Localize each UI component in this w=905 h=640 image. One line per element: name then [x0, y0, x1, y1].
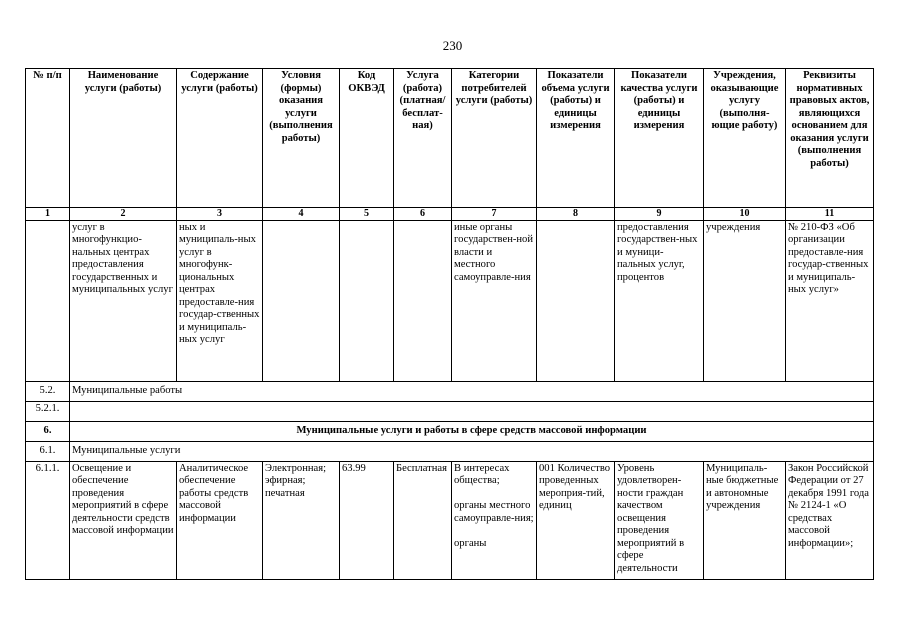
header-quality-indicators: Показатели качества услуги (работы) и единицы измерения	[615, 69, 704, 208]
row-title: Муниципальные работы	[70, 381, 874, 401]
column-number: 7	[452, 208, 537, 221]
cell-legal-acts: № 210-ФЗ «Об организации предоставле-ния государ-ственных и муниципаль-ных услуг»	[786, 220, 874, 381]
section-number: 6.	[26, 421, 70, 441]
column-number-row	[26, 208, 874, 221]
header-consumers: Категории потребителей услуги (работы)	[452, 69, 537, 208]
header-legal-acts: Реквизиты нормативных правовых актов, являющихся основанием для оказания услуги (выполнения работы)	[786, 69, 874, 208]
cell-service-name: услуг в многофункцио-нальных центрах предоставления государственных и муниципальных услуг	[70, 220, 177, 381]
cell-legal-acts: Закон Российской Федерации от 27 декабря 1991 года № 2124-1 «О средствах массовой информации»;	[786, 461, 874, 579]
cell-volume: 001 Количество проведенных мероприя-тий, единиц	[537, 461, 615, 579]
header-service-content: Содержание услуги (работы)	[177, 69, 263, 208]
row-6-1-1	[26, 461, 874, 579]
column-number: 4	[263, 208, 340, 221]
cell-consumers: В интересах общества; органы местного самоуправле-ния; органы	[452, 461, 537, 579]
cell-okved	[340, 220, 394, 381]
header-okved: Код ОКВЭД	[340, 69, 394, 208]
column-number: 11	[786, 208, 874, 221]
header-institutions: Учреждения, оказывающие услугу (выполня-ющие работу)	[704, 69, 786, 208]
cell-quality: предоставления государствен-ных и муници-пальных услуг, процентов	[615, 220, 704, 381]
header-conditions: Условия (формы) оказания услуги (выполнения работы)	[263, 69, 340, 208]
cell-conditions	[263, 220, 340, 381]
continuation-row	[26, 220, 874, 381]
cell-institutions: Муниципаль-ные бюджетные и автономные учреждения	[704, 461, 786, 579]
row-5-2	[26, 381, 874, 401]
cell-paid-free	[394, 220, 452, 381]
row-number: 5.2.	[26, 381, 70, 401]
row-empty-cell	[70, 401, 874, 421]
row-number: 6.1.	[26, 441, 70, 461]
row-6	[26, 421, 874, 441]
page-number: 230	[442, 38, 463, 53]
column-number: 5	[340, 208, 394, 221]
column-number: 6	[394, 208, 452, 221]
row-title: Муниципальные услуги	[70, 441, 874, 461]
column-number: 9	[615, 208, 704, 221]
cell-quality: Уровень удовлетворен-ности граждан качеством освещения проведения мероприятий в сфере деятельности	[615, 461, 704, 579]
cell-service-content: ных и муниципаль-ных услуг в многофунк-циональных центрах предоставле-ния государ-ственных и муниципаль-ных услуг	[177, 220, 263, 381]
cell-number	[26, 220, 70, 381]
cell-consumers: иные органы государствен-ной власти и местного самоуправле-ния	[452, 220, 537, 381]
cell-number: 6.1.1.	[26, 461, 70, 579]
cell-service-name: Освещение и обеспечение проведения мероприятий в сфере деятельности средств массовой информации	[70, 461, 177, 579]
cell-conditions: Электронная; эфирная; печатная	[263, 461, 340, 579]
header-number: № п/п	[26, 69, 70, 208]
header-volume-indicators: Показатели объема услуги (работы) и единицы измерения	[537, 69, 615, 208]
cell-paid-free: Бесплатная	[394, 461, 452, 579]
cell-service-content: Аналитическое обеспечение работы средств массовой информации	[177, 461, 263, 579]
row-number: 5.2.1.	[26, 401, 70, 421]
row-5-2-1	[26, 401, 874, 421]
column-number: 3	[177, 208, 263, 221]
section-title: Муниципальные услуги и работы в сфере средств массовой информации	[70, 421, 874, 441]
cell-volume	[537, 220, 615, 381]
header-paid-free: Услуга (работа) (платная/ бесплат-ная)	[394, 69, 452, 208]
cell-institutions: учреждения	[704, 220, 786, 381]
column-number: 2	[70, 208, 177, 221]
row-6-1	[26, 441, 874, 461]
header-row	[26, 69, 874, 208]
cell-okved: 63.99	[340, 461, 394, 579]
header-service-name: Наименование услуги (работы)	[70, 69, 177, 208]
services-table	[25, 68, 874, 580]
column-number: 8	[537, 208, 615, 221]
column-number: 10	[704, 208, 786, 221]
column-number: 1	[26, 208, 70, 221]
